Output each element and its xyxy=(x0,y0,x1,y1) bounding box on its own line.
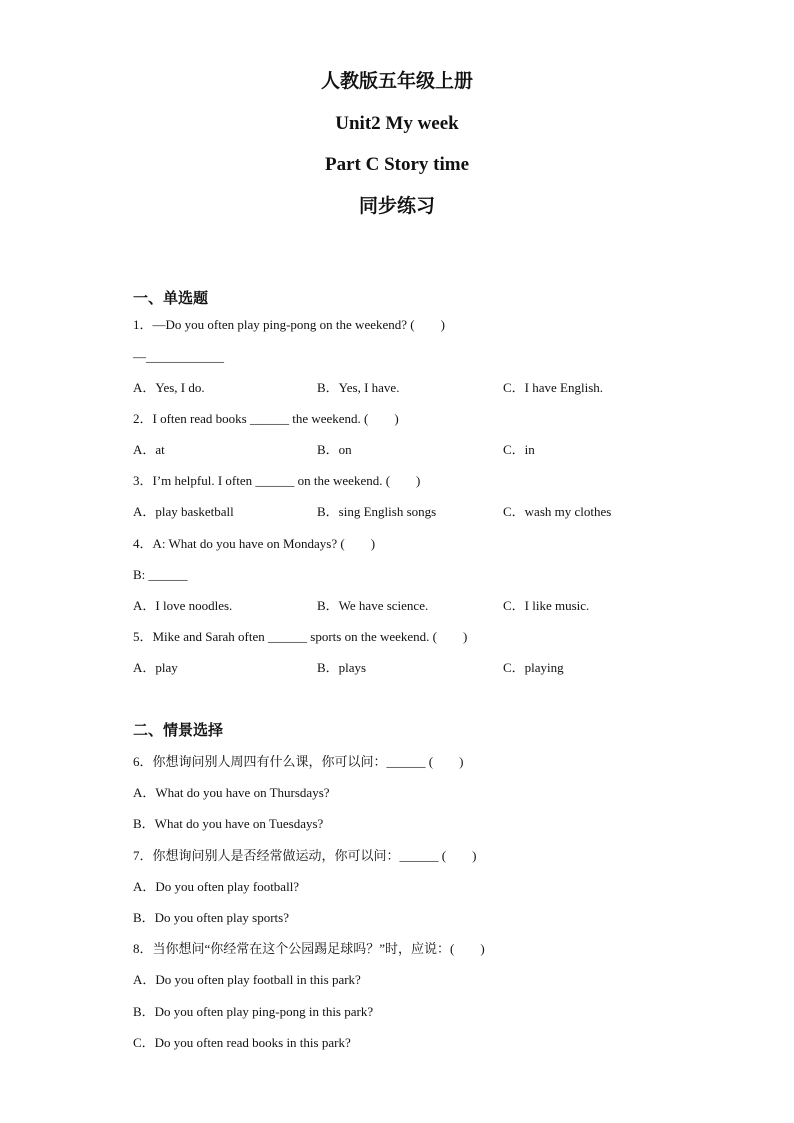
question-6-stem: 6．你想询问别人周四有什么课，你可以问：______ ( ) xyxy=(133,754,464,769)
question-3-option-c: C．wash my clothes xyxy=(503,504,612,519)
question-8-option-b: B．Do you often play ping-pong in this park? xyxy=(133,1004,374,1019)
question-5-option-c: C．playing xyxy=(503,660,564,675)
question-3-option-b: B．sing English songs xyxy=(317,504,437,519)
question-2-option-b: B．on xyxy=(317,442,352,457)
question-4-stem: 4．A: What do you have on Mondays? ( ) xyxy=(133,536,376,551)
section-heading-single-choice: 一、单选题 xyxy=(133,291,209,307)
question-1-stem: 1．—Do you often play ping-pong on the weekend? ( ) xyxy=(133,317,445,332)
part-title: Part C Story time xyxy=(324,154,470,175)
question-8-stem: 8．当你想问“你经常在这个公园踢足球吗？”时，应说：( ) xyxy=(133,941,485,956)
question-6-option-a: A．What do you have on Thursdays? xyxy=(133,785,330,800)
unit-title: Unit2 My week xyxy=(335,113,459,134)
question-4-option-b: B．We have science. xyxy=(317,598,429,613)
question-2-stem: 2．I often read books ______ the weekend. ( ) xyxy=(133,411,399,426)
question-3-option-a: A．play basketball xyxy=(133,504,234,519)
question-5-stem: 5．Mike and Sarah often ______ sports on the weekend. ( ) xyxy=(133,629,468,644)
question-7-option-a: A．Do you often play football? xyxy=(133,879,300,894)
question-2-option-a: A．at xyxy=(133,442,165,457)
question-8-option-c: C．Do you often read books in this park? xyxy=(133,1035,351,1050)
question-1-answer-line: —____________ xyxy=(133,349,224,364)
question-4-answer-line: B: ______ xyxy=(133,567,188,582)
question-1-option-b: B．Yes, I have. xyxy=(317,380,400,395)
question-7-stem: 7．你想询问别人是否经常做运动，你可以问：______ ( ) xyxy=(133,848,477,863)
question-7-option-b: B．Do you often play sports? xyxy=(133,910,289,925)
question-6-option-b: B．What do you have on Tuesdays? xyxy=(133,816,324,831)
question-2-option-c: C．in xyxy=(503,442,535,457)
question-4-option-c: C．I like music. xyxy=(503,598,590,613)
question-8-option-a: A．Do you often play football in this park? xyxy=(133,972,361,987)
exercise-title: 同步练习 xyxy=(358,196,435,217)
question-5-option-a: A．play xyxy=(133,660,178,675)
question-3-stem: 3．I’m helpful. I often ______ on the weekend. ( ) xyxy=(133,473,421,488)
question-5-option-b: B．plays xyxy=(317,660,367,675)
question-1-option-c: C．I have English. xyxy=(503,380,604,395)
question-1-option-a: A．Yes, I do. xyxy=(133,380,205,395)
question-4-option-a: A．I love noodles. xyxy=(133,598,233,613)
section-heading-situational-choice: 二、情景选择 xyxy=(133,723,224,739)
document-title: 人教版五年级上册 xyxy=(320,71,473,92)
